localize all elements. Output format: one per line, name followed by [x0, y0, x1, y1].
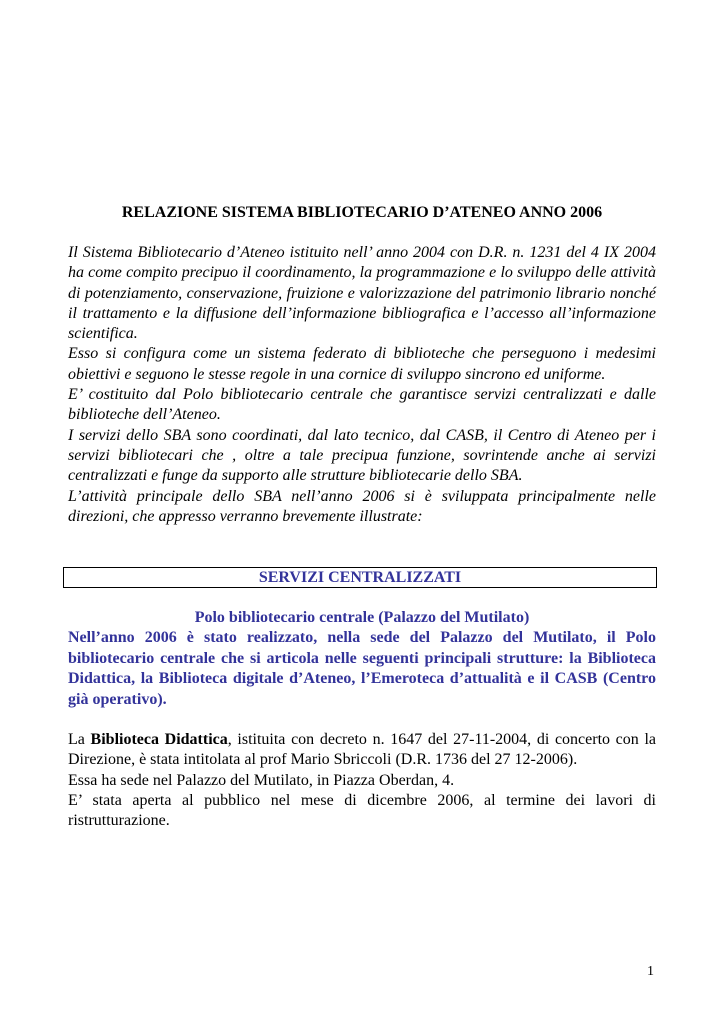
biblioteca-didattica-section — [68, 730, 656, 831]
page-number: 1 — [647, 964, 654, 979]
intro-paragraph-2: Esso si configura come un sistema federato di biblioteche che perseguono i medesimi obiettivi e seguono le stesse regole in una cornice di sviluppo sincrono ed uniforme. — [68, 345, 656, 383]
document-body — [68, 203, 656, 832]
apertura-paragraph: E’ stata aperta al pubblico nel mese di dicembre 2006, al termine dei lavori di ristrutturazione. — [68, 792, 656, 830]
intro-section — [68, 243, 656, 527]
intro-paragraph-4: I servizi dello SBA sono coordinati, dal lato tecnico, dal CASB, il Centro di Ateneo per i servizi bibliotecari che , oltre a tale precipua funzione, sovrintende anche ai servizi centralizzati e funge da supporto alle strutture bibliotecarie dello SBA. — [68, 426, 656, 485]
didattica-name: Biblioteca Didattica — [90, 731, 228, 749]
intro-paragraph-3: E’ costituito dal Polo bibliotecario centrale che garantisce servizi centralizzati e dalle biblioteche dell’Ateneo. — [68, 386, 656, 424]
subsection-heading-polo: Polo bibliotecario centrale (Palazzo del Mutilato) — [194, 609, 530, 627]
intro-paragraph-5: L’attività principale dello SBA nell’anno 2006 si è sviluppata principalmente nelle direzioni, che appresso verranno brevemente illustrate: — [68, 487, 656, 525]
intro-paragraph-1: Il Sistema Bibliotecario d’Ateneo istituito nell’ anno 2004 con D.R. n. 1231 del 4 IX 2004 ha come compito precipuo il coordinamento, la programmazione e lo sviluppo delle attività di potenziamento, conservazione, fruizione e valorizzazione del patrimonio librario nonché il trattamento e la diffusione dell’informazione bibliografica e l’accesso all’informazione scientifica. — [68, 244, 656, 343]
didattica-prefix: La — [68, 731, 91, 749]
sede-paragraph: Essa ha sede nel Palazzo del Mutilato, in Piazza Oberdan, 4. — [68, 771, 455, 789]
document-title: RELAZIONE SISTEMA BIBLIOTECARIO D’ATENEO ANNO 2006 — [121, 204, 603, 221]
polo-description: Nell’anno 2006 è stato realizzato, nella sede del Palazzo del Mutilato, il Polo bibliotecario centrale che si articola nelle seguenti principali strutture: la Biblioteca Didattica, la Biblioteca digitale d’Ateneo, l’Emeroteca d’attualità e il CASB (Centro già operativo). — [68, 629, 656, 708]
section-heading-servizi-centralizzati: SERVIZI CENTRALIZZATI — [63, 567, 657, 588]
didattica-paragraph — [68, 730, 656, 771]
didattica-rest: , istituita con decreto n. 1647 del 27-11-2004, di concerto con la Direzione, è stata intitolata al prof Mario Sbriccoli (D.R. 1736 del 27 12-2006). — [68, 731, 656, 769]
